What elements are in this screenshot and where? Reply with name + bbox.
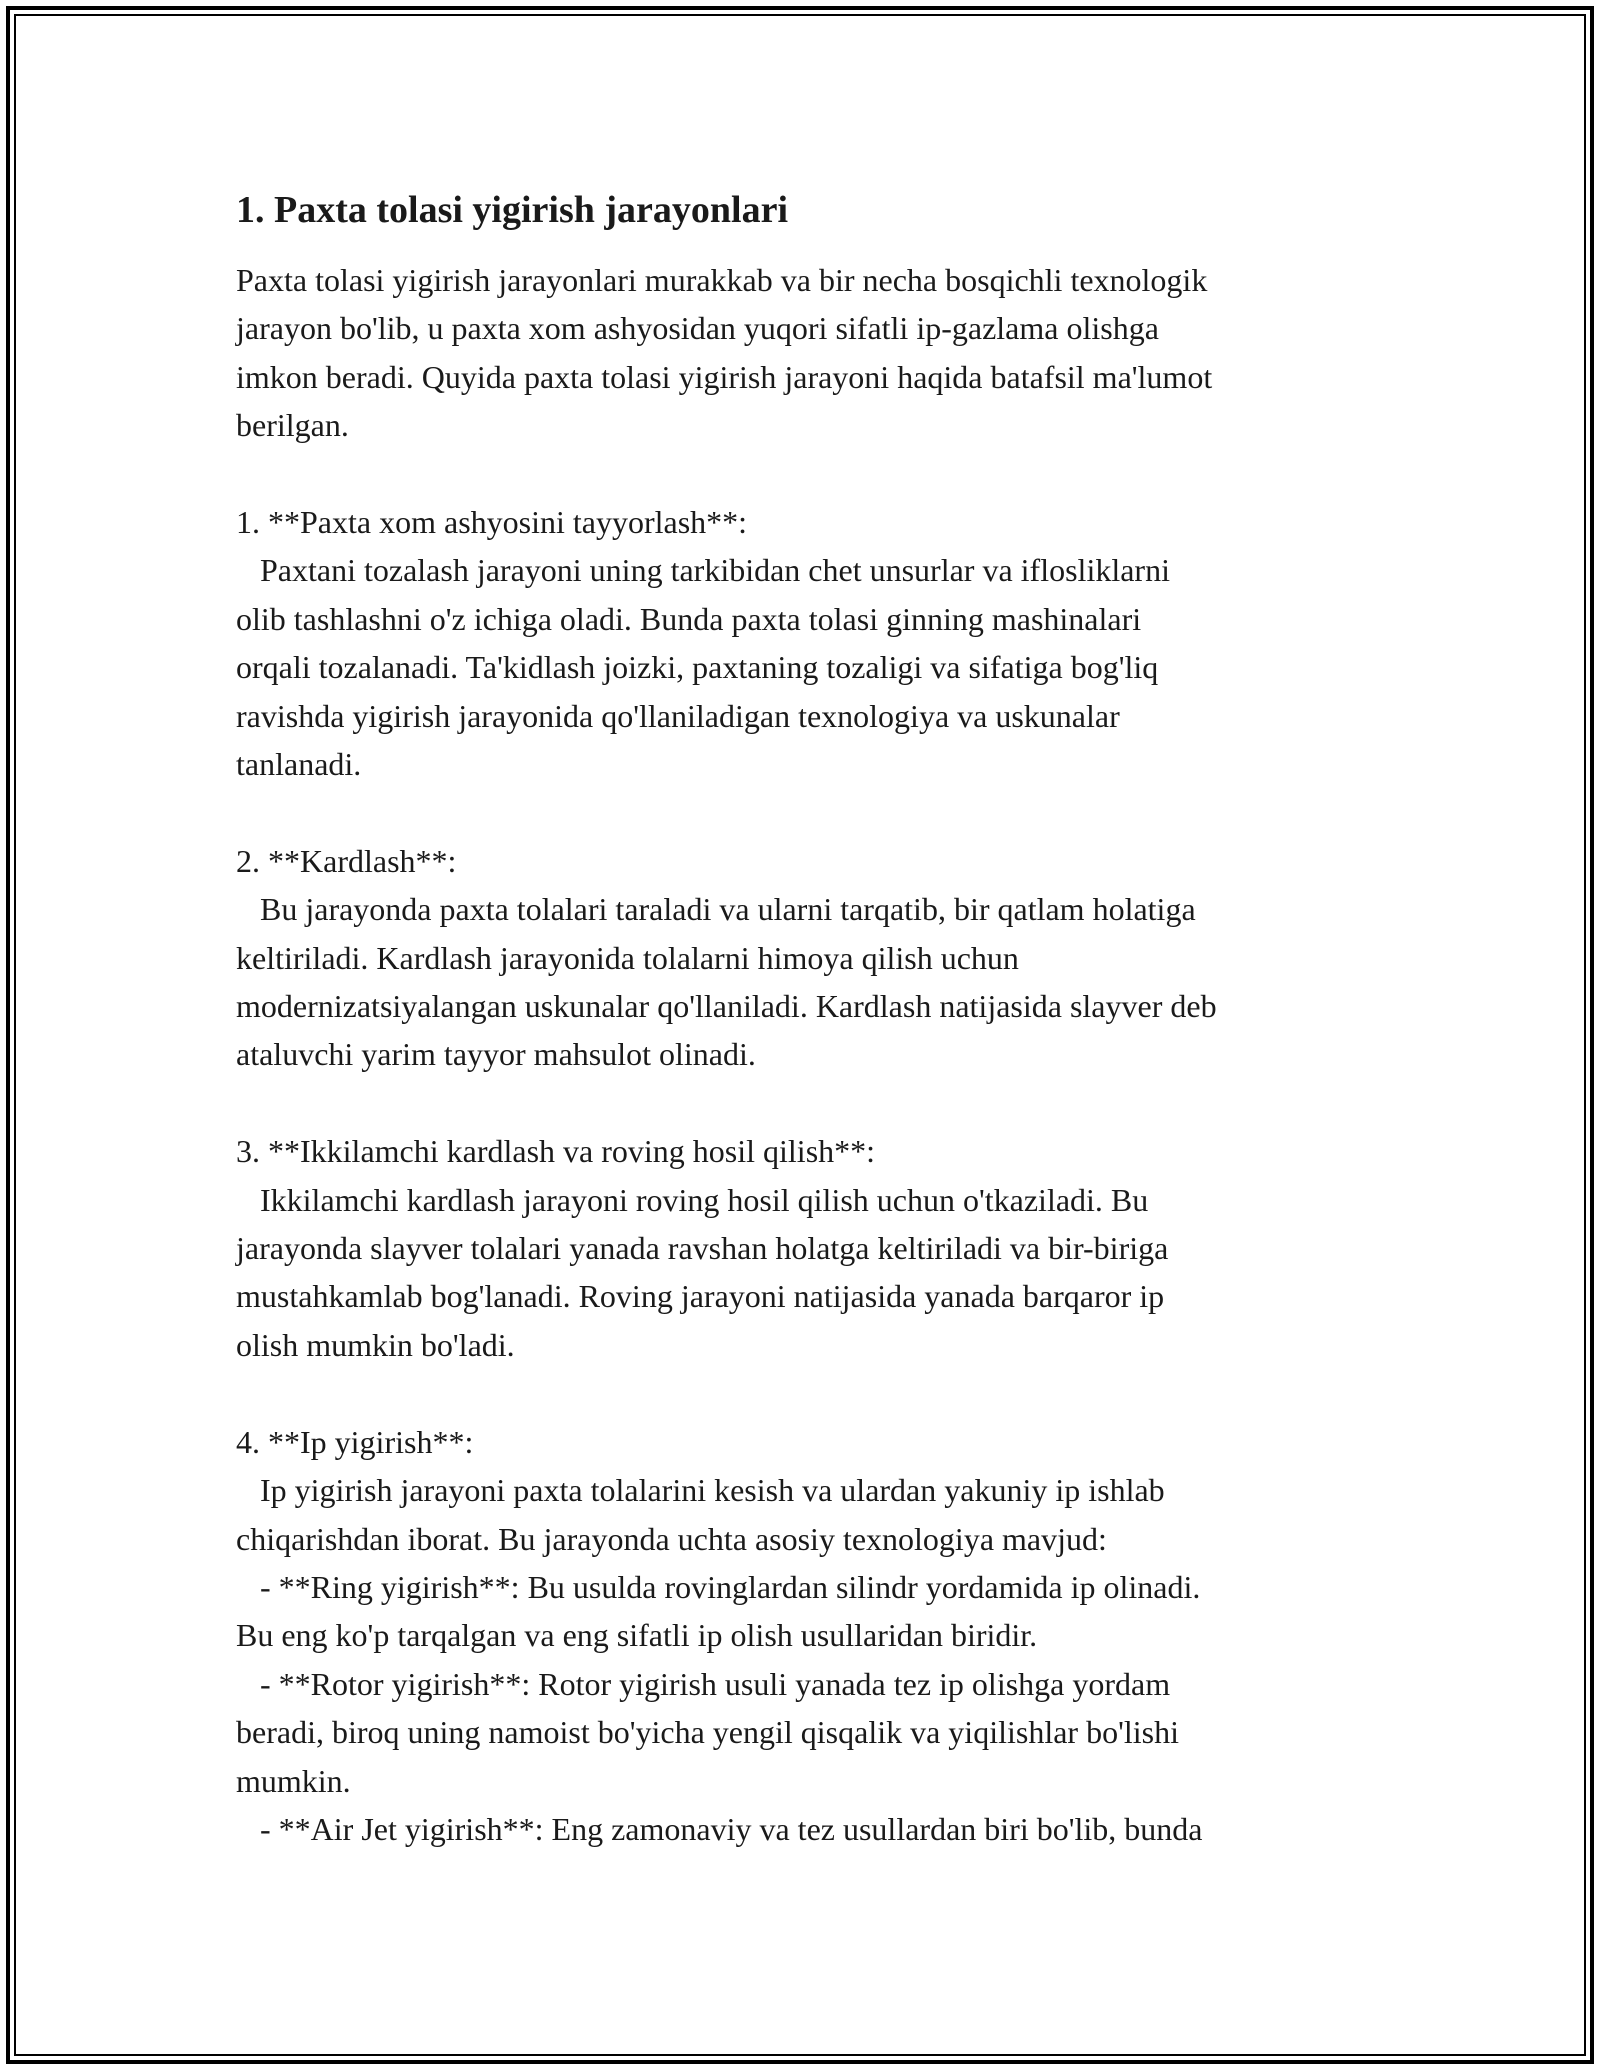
document-title: 1. Paxta tolasi yigirish jarayonlari [236,189,789,231]
section-cotton-preparation: 1. **Paxta xom ashyosini tayyorlash**: Paxtani tozalash jarayoni uning tarkibidan chet unsurlar va iflosliklarni olib tashlashni o'z ichiga oladi. Bunda paxta tolasi ginning mashinalari orqali tozalanadi. Ta'kidlash joizki, paxtaning tozaligi va sifatiga bog'liq ravishda yigirish jarayonida qo'llaniladigan texnologiya va uskunalar tanlanadi. [236,504,1170,783]
document-body [236,186,1366,1853]
intro-paragraph: Paxta tolasi yigirish jarayonlari murakkab va bir necha bosqichli texnologik jarayon bo'lib, u paxta xom ashyosidan yuqori sifatli ip-gazlama olishga imkon beradi. Quyida paxta tolasi yigirish jarayoni haqida batafsil ma'lumot berilgan. [236,262,1213,444]
section-yarn-spinning: 4. **Ip yigirish**: Ip yigirish jarayoni paxta tolalarini kesish va ulardan yakuniy ip ishlab chiqarishdan iborat. Bu jarayonda uchta asosiy texnologiya mavjud: - **Ring yigirish**: Bu usulda rovinglardan silindr yordamida ip olinadi. Bu eng ko'p tarqalgan va eng sifatli ip olish usullaridan biridir. - **Rotor yigirish**: Rotor yigirish usuli yanada tez ip olishga yordam beradi, biroq uning namoist bo'yicha yengil qisqalik va yiqilishlar bo'lishi mumkin. - **Air Jet yigirish**: Eng zamonaviy va tez usullardan biri bo'lib, bunda [236,1423,1203,1847]
section-secondary-carding-roving: 3. **Ikkilamchi kardlash va roving hosil qilish**: Ikkilamchi kardlash jarayoni roving hosil qilish uchun o'tkaziladi. Bu jarayonda slayver tolalari yanada ravshan holatga keltiriladi va bir-biriga mustahkamlab bog'lanadi. Roving jarayoni natijasida yanada barqaror ip olish mumkin bo'ladi. [236,1133,1169,1363]
section-carding: 2. **Kardlash**: Bu jarayonda paxta tolalari taraladi va ularni tarqatib, bir qatlam holatiga keltiriladi. Kardlash jarayonida tolalarni himoya qilish uchun modernizatsiyalangan uskunalar qo'llaniladi. Kardlash natijasida slayver deb ataluvchi yarim tayyor mahsulot olinadi. [236,842,1217,1073]
